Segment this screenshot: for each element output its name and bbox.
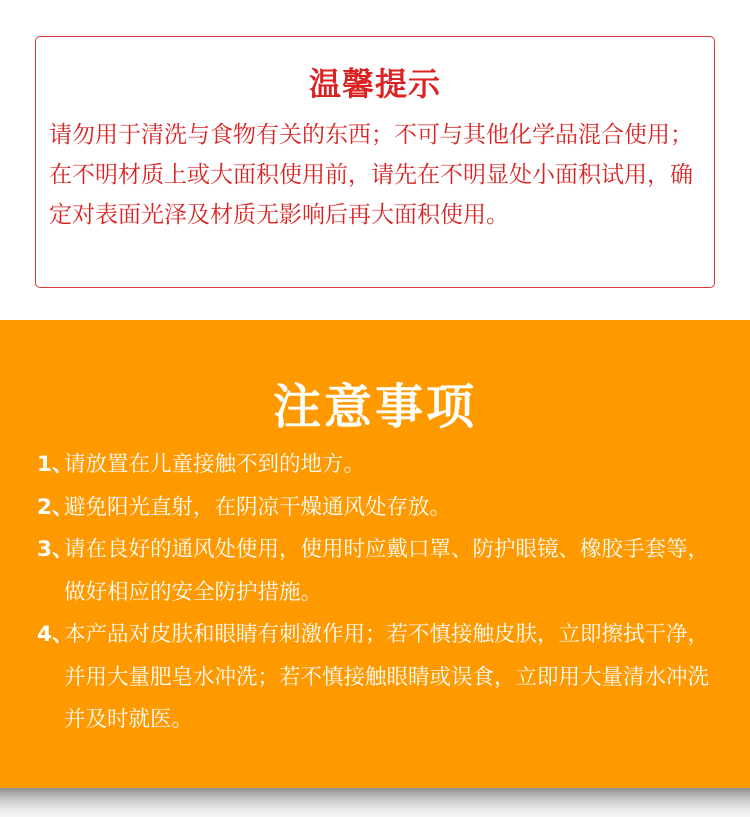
precaution-number: 4、	[37, 622, 74, 647]
precaution-text: 本产品对皮肤和眼睛有刺激作用；若不慎接触皮肤，立即擦拭干净，并用大量肥皂水冲洗；若不慎接触眼睛或误食，立即用大量清水冲洗并及时就医。	[64, 622, 710, 732]
precautions-list	[37, 444, 710, 742]
precautions-panel	[0, 320, 750, 788]
precaution-text: 请放置在儿童接触不到的地方。	[64, 452, 366, 477]
precaution-item	[37, 614, 710, 742]
precaution-text: 请在良好的通风处使用，使用时应戴口罩、防护眼镜、橡胶手套等，做好相应的安全防护措施。	[64, 537, 710, 605]
precaution-item	[37, 444, 710, 487]
precaution-item	[37, 529, 710, 614]
bottom-shadow-divider	[0, 788, 750, 817]
precaution-item	[37, 487, 710, 530]
precaution-number: 2、	[37, 494, 74, 520]
precaution-text: 避免阳光直射，在阴凉干燥通风处存放。	[64, 494, 452, 520]
warm-reminder-box	[35, 36, 715, 288]
precaution-number: 1、	[37, 452, 74, 477]
warm-reminder-title: 温馨提示	[308, 65, 441, 103]
precaution-number: 3、	[37, 537, 74, 562]
precautions-title: 注意事项	[272, 379, 477, 435]
warm-reminder-text: 请勿用于清洗与食物有关的东西；不可与其他化学品混合使用；在不明材质上或大面积使用前，请先在不明显处小面积试用，确定对表面光泽及材质无影响后再大面积使用。	[49, 122, 693, 228]
